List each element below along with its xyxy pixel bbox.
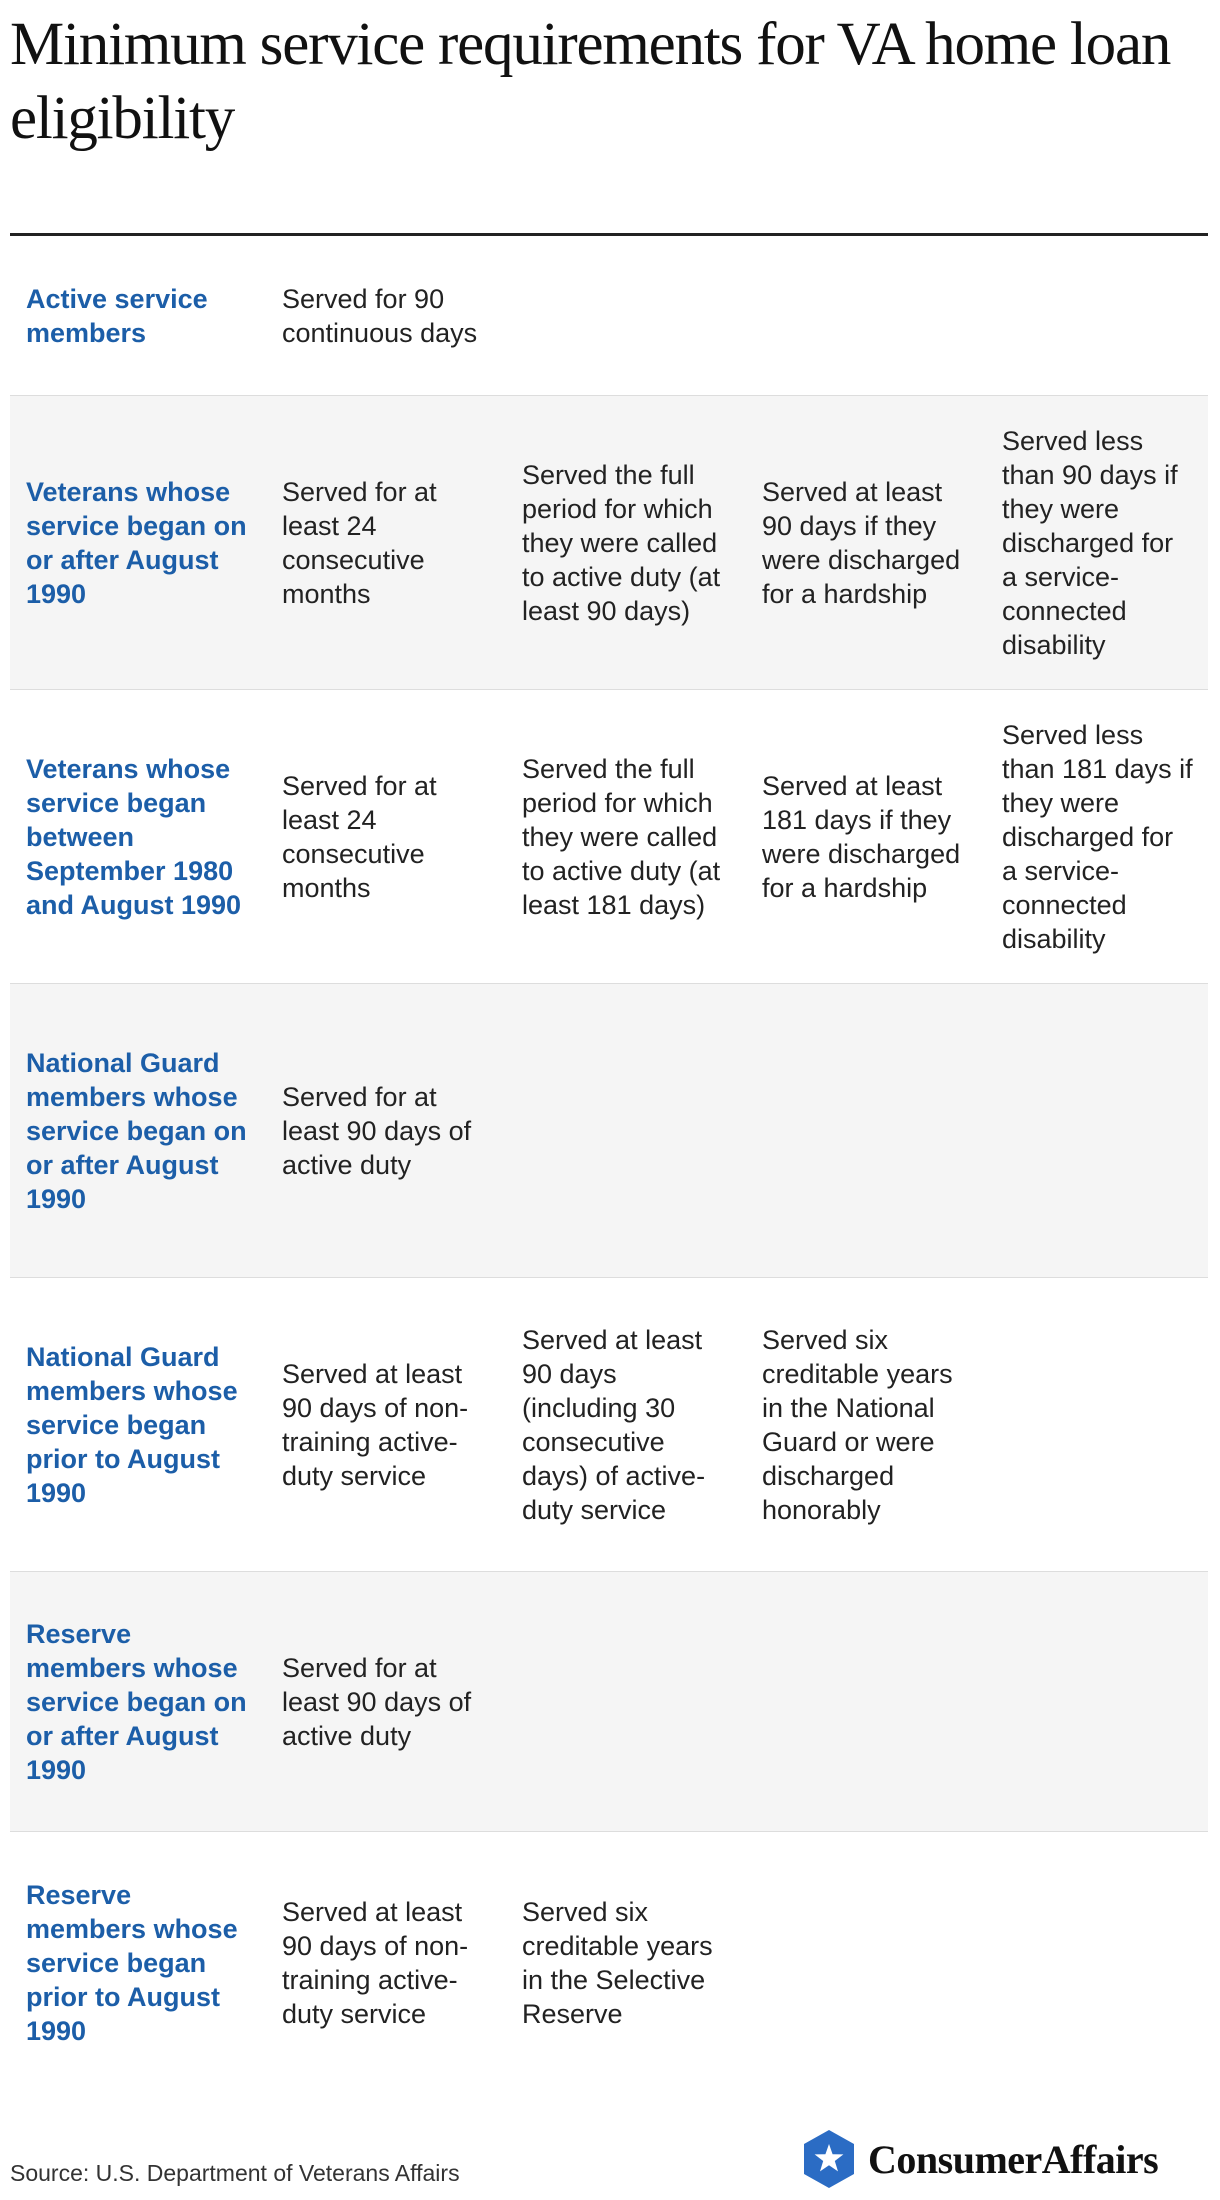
table-cell: Served six creditable years in the Selective Reserve — [522, 1897, 713, 2029]
table-cell: Served for 90 continuous days — [282, 283, 478, 348]
row-category: Active service members — [26, 283, 208, 348]
row-category: Veterans whose service began between September 1980 and August 1990 — [26, 753, 242, 920]
table-cell: Served for at least 24 consecutive months — [282, 476, 437, 609]
row-category: Reserve members whose service began on or after August 1990 — [26, 1618, 247, 1785]
brand-name: ConsumerAffairs — [868, 2136, 1159, 2182]
table-row — [10, 690, 1208, 984]
page-title: Minimum service requirements for VA home loan eligibility — [10, 11, 1171, 152]
row-category: Reserve members whose service began prior to August 1990 — [26, 1880, 238, 2046]
star-badge-icon — [800, 2128, 858, 2190]
table-row — [10, 396, 1208, 690]
table-cell: Served six creditable years in the National Guard or were discharged honorably — [762, 1324, 953, 1525]
table-cell: Served at least 90 days (including 30 consecutive days) of active-duty service — [522, 1324, 706, 1525]
table-cell: Served less than 181 days if they were discharged for a service-connected disability — [1002, 719, 1193, 954]
table-cell: Served for at least 90 days of active duty — [282, 1652, 472, 1751]
table-cell: Served at least 90 days of non-training active-duty service — [282, 1897, 469, 2029]
table-cell: Served at least 90 days of non-training active-duty service — [282, 1358, 469, 1491]
source-note: Source: U.S. Department of Veterans Affairs — [10, 2160, 460, 2186]
table-row — [10, 236, 1208, 396]
row-category: Veterans whose service began on or after August 1990 — [26, 476, 247, 609]
row-category: National Guard members whose service began on or after August 1990 — [26, 1047, 247, 1214]
requirements-table — [10, 233, 1208, 2094]
table-cell: Served for at least 24 consecutive months — [282, 770, 437, 903]
consumeraffairs-logo — [800, 2128, 1158, 2190]
table-cell: Served the full period for which they were called to active duty (at least 90 days) — [522, 459, 721, 626]
table-row — [10, 984, 1208, 1278]
table-cell: Served less than 90 days if they were discharged for a service-connected disability — [1002, 425, 1178, 660]
table-row — [10, 1572, 1208, 1832]
table-cell: Served for at least 90 days of active duty — [282, 1081, 472, 1180]
table-cell: Served the full period for which they were called to active duty (at least 181 days) — [522, 753, 721, 920]
table-cell: Served at least 90 days if they were discharged for a hardship — [762, 476, 961, 609]
table-row — [10, 1832, 1208, 2094]
row-category: National Guard members whose service began prior to August 1990 — [26, 1341, 238, 1508]
table-cell: Served at least 181 days if they were discharged for a hardship — [762, 770, 961, 903]
table-row — [10, 1278, 1208, 1572]
